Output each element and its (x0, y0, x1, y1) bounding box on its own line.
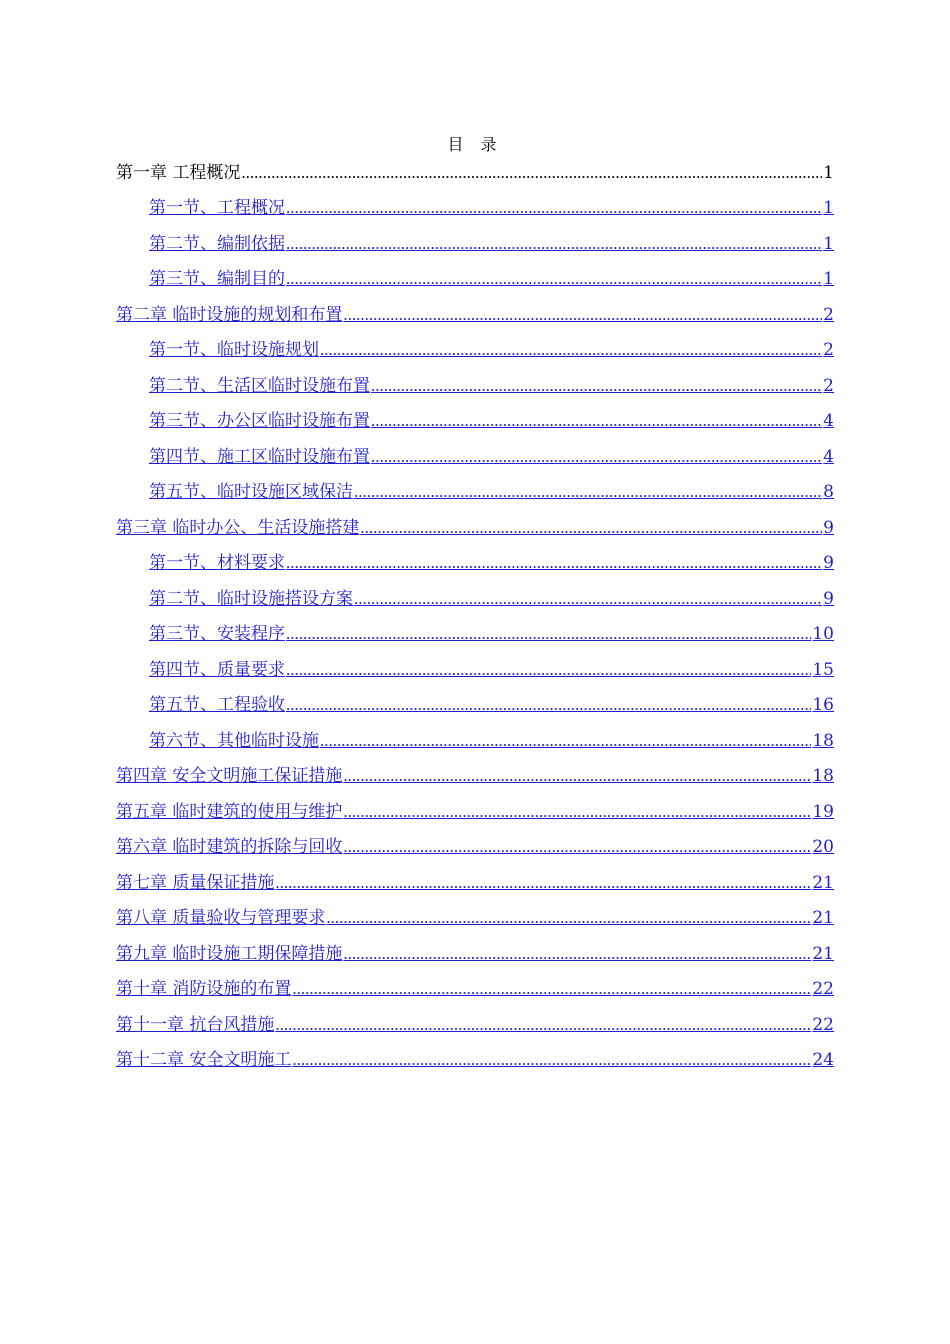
toc-entry-label: 第十章 消防设施的布置 (116, 979, 292, 999)
toc-page-number: 2 (823, 304, 834, 325)
toc-page-number: 22 (812, 979, 834, 999)
toc-dot-leader (286, 659, 811, 681)
toc-entry-label: 第二节、临时设施搭设方案 (149, 588, 353, 609)
toc-section-entry[interactable] (116, 367, 834, 403)
toc-entry-label: 第一章 工程概况 (116, 162, 241, 183)
toc-dot-leader (343, 765, 811, 787)
table-of-contents (116, 154, 834, 1077)
toc-entry-label: 第十一章 抗台风措施 (116, 1014, 275, 1035)
toc-entry-label: 第五节、临时设施区域保洁 (149, 482, 353, 502)
toc-page-number: 21 (812, 872, 834, 893)
toc-chapter-entry[interactable] (116, 758, 834, 794)
toc-page-number: 8 (823, 482, 834, 502)
toc-section-entry[interactable] (116, 687, 834, 723)
toc-entry-label: 第八章 质量验收与管理要求 (116, 908, 326, 928)
toc-section-entry[interactable] (116, 651, 834, 687)
toc-dot-leader (275, 872, 811, 894)
toc-section-entry[interactable] (116, 474, 834, 510)
toc-entry-label: 第五章 临时建筑的使用与维护 (116, 801, 343, 822)
toc-page-number: 2 (823, 340, 834, 360)
toc-chapter-entry[interactable] (116, 509, 834, 545)
toc-entry-label: 第十二章 安全文明施工 (116, 1050, 292, 1070)
toc-entry-label: 第六节、其他临时设施 (149, 730, 319, 751)
toc-section-entry[interactable] (116, 190, 834, 226)
toc-entry-label: 第三节、安装程序 (149, 624, 285, 644)
toc-entry-label: 第九章 临时设施工期保障措施 (116, 943, 343, 964)
toc-page-number: 1 (823, 162, 834, 183)
toc-dot-leader (292, 978, 811, 1000)
toc-entry-label: 第三节、编制目的 (149, 269, 285, 289)
toc-dot-leader (371, 410, 822, 432)
toc-section-entry[interactable] (116, 403, 834, 439)
toc-dot-leader (354, 588, 822, 610)
toc-page-number: 15 (812, 659, 834, 680)
toc-chapter-entry[interactable] (116, 935, 834, 971)
toc-section-entry[interactable] (116, 332, 834, 368)
toc-page-number: 2 (823, 375, 834, 396)
toc-dot-leader (286, 197, 822, 219)
toc-entry-label: 第一节、材料要求 (149, 553, 285, 573)
toc-chapter-entry[interactable] (116, 793, 834, 829)
toc-section-entry[interactable] (116, 722, 834, 758)
toc-page-number: 16 (812, 695, 834, 715)
toc-page-number: 1 (823, 269, 834, 289)
toc-page-number: 9 (823, 553, 834, 573)
toc-page-number: 1 (823, 233, 834, 254)
toc-entry-label: 第一节、工程概况 (149, 198, 285, 218)
toc-entry-label: 第三节、办公区临时设施布置 (149, 411, 370, 431)
toc-entry-label: 第三章 临时办公、生活设施搭建 (116, 517, 360, 538)
toc-dot-leader (286, 268, 822, 290)
toc-dot-leader (286, 233, 822, 255)
toc-page-number: 19 (812, 801, 834, 822)
toc-page-number: 18 (812, 766, 834, 786)
toc-entry-label: 第五节、工程验收 (149, 695, 285, 715)
toc-page-number: 24 (812, 1050, 834, 1070)
toc-section-entry[interactable] (116, 616, 834, 652)
toc-section-entry[interactable] (116, 545, 834, 581)
toc-entry-label: 第六章 临时建筑的拆除与回收 (116, 837, 343, 857)
toc-dot-leader (343, 304, 822, 326)
toc-page-number: 4 (823, 411, 834, 431)
toc-entry-label: 第二节、编制依据 (149, 233, 285, 254)
toc-chapter-entry[interactable] (116, 296, 834, 332)
toc-dot-leader (320, 339, 822, 361)
toc-dot-leader (371, 375, 822, 397)
toc-entry-label: 第二章 临时设施的规划和布置 (116, 304, 343, 325)
toc-entry-label: 第七章 质量保证措施 (116, 872, 275, 893)
toc-page-number: 18 (812, 730, 834, 751)
toc-entry-label: 第四节、质量要求 (149, 659, 285, 680)
toc-dot-leader (275, 1014, 811, 1036)
toc-section-entry[interactable] (116, 225, 834, 261)
toc-page-number: 21 (812, 908, 834, 928)
toc-page-number: 9 (823, 517, 834, 538)
toc-chapter-entry[interactable] (116, 864, 834, 900)
toc-entry-label: 第一节、临时设施规划 (149, 340, 319, 360)
toc-chapter-entry[interactable] (116, 900, 834, 936)
toc-dot-leader (241, 162, 822, 184)
toc-entry-label: 第四节、施工区临时设施布置 (149, 446, 370, 467)
toc-dot-leader (343, 836, 811, 858)
toc-page-number: 1 (823, 198, 834, 218)
toc-dot-leader (292, 1049, 811, 1071)
toc-chapter-entry[interactable] (116, 971, 834, 1007)
toc-dot-leader (360, 517, 822, 539)
toc-dot-leader (343, 943, 811, 965)
toc-entry-label: 第四章 安全文明施工保证措施 (116, 766, 343, 786)
toc-chapter-entry (116, 154, 834, 190)
toc-section-entry[interactable] (116, 580, 834, 616)
toc-page-number: 21 (812, 943, 834, 964)
toc-dot-leader (286, 694, 811, 716)
toc-page-number: 10 (812, 624, 834, 644)
toc-dot-leader (326, 907, 811, 929)
toc-chapter-entry[interactable] (116, 829, 834, 865)
toc-dot-leader (320, 730, 811, 752)
toc-page-number: 22 (812, 1014, 834, 1035)
toc-dot-leader (371, 446, 822, 468)
toc-page-number: 4 (823, 446, 834, 467)
toc-chapter-entry[interactable] (116, 1042, 834, 1078)
toc-entry-label: 第二节、生活区临时设施布置 (149, 375, 370, 396)
toc-page-number: 20 (812, 837, 834, 857)
toc-dot-leader (354, 481, 822, 503)
toc-chapter-entry[interactable] (116, 1006, 834, 1042)
toc-title: 目 录 (447, 135, 503, 154)
toc-dot-leader (286, 623, 811, 645)
toc-dot-leader (343, 801, 811, 823)
toc-page-number: 9 (823, 588, 834, 609)
toc-section-entry[interactable] (116, 438, 834, 474)
toc-dot-leader (286, 552, 822, 574)
toc-section-entry[interactable] (116, 261, 834, 297)
